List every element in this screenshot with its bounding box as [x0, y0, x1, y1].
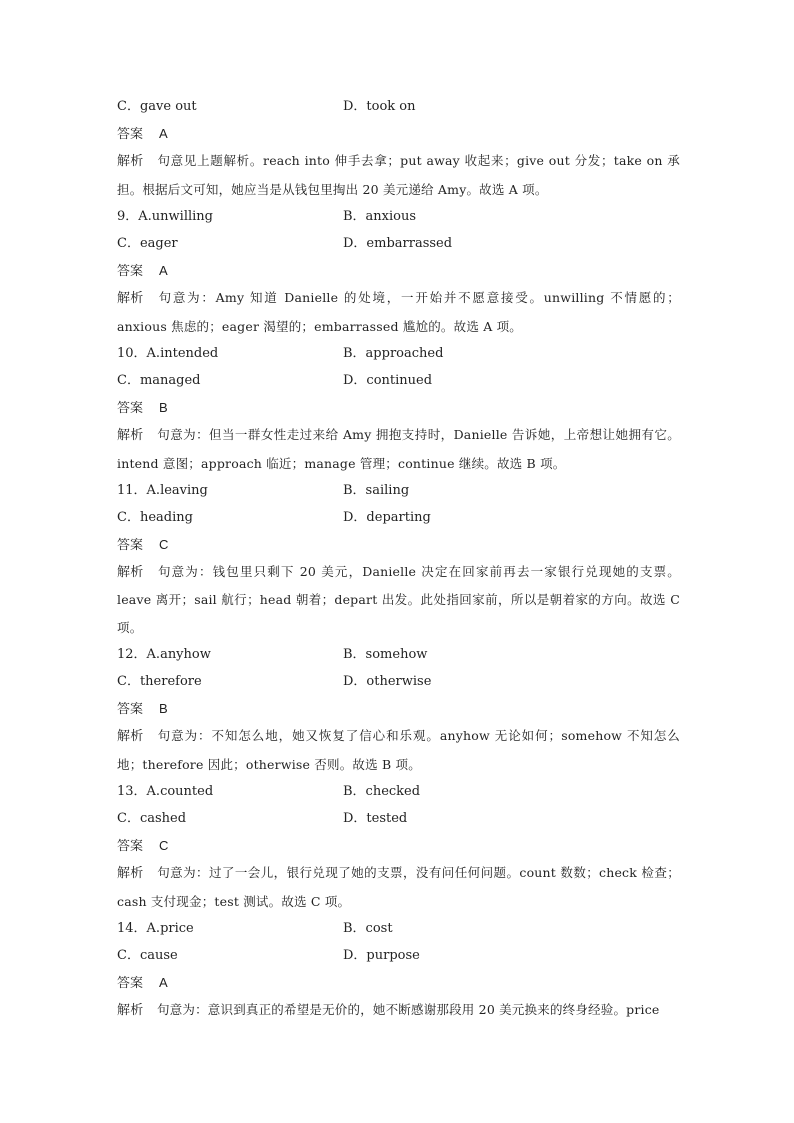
option-right: D．continued — [343, 372, 433, 388]
answer-line — [117, 394, 680, 421]
answer-value: A — [159, 263, 168, 279]
option-row — [117, 778, 680, 805]
explanation-label: 解析 — [117, 866, 144, 882]
explanation-text: 句意为：但当一群女性走过来给 Amy 拥抱支持时，Danielle 告诉她，上帝想让她拥有它。intend 意图；approach 临近；manage 管理；continue 继续。故选 B 项。 — [117, 427, 680, 471]
option-left: C．cashed — [117, 811, 187, 827]
answer-value: B — [159, 400, 168, 416]
answer-label: 答案 — [117, 401, 144, 417]
explanation-label: 解析 — [117, 1003, 144, 1019]
answer-line — [117, 832, 680, 859]
option-row — [117, 504, 680, 531]
explanation-text: 句意为：意识到真正的希望是无价的，她不断感谢那段用 20 美元换来的终身经验。price — [157, 1002, 660, 1018]
option-row — [117, 915, 680, 942]
answer-line — [117, 969, 680, 996]
option-right: D．otherwise — [343, 674, 432, 690]
option-row — [117, 340, 680, 367]
option-row — [117, 641, 680, 668]
explanation-label: 解析 — [117, 428, 144, 444]
answer-value: A — [159, 975, 168, 991]
explanation-label: 解析 — [117, 729, 144, 745]
option-right: D．departing — [343, 509, 431, 525]
answer-value: B — [159, 701, 168, 717]
option-right: B．sailing — [343, 482, 410, 498]
option-right: B．checked — [343, 783, 421, 799]
explanation-paragraph — [117, 421, 680, 476]
answer-line — [117, 531, 680, 558]
option-row — [117, 477, 680, 504]
answer-value: C — [159, 838, 169, 854]
answer-label: 答案 — [117, 264, 144, 280]
explanation-label: 解析 — [117, 565, 144, 581]
option-left: 10．A.intended — [117, 345, 219, 361]
answer-label: 答案 — [117, 702, 144, 718]
explanation-paragraph — [117, 859, 680, 914]
explanation-paragraph — [117, 722, 680, 777]
option-row — [117, 367, 680, 394]
explanation-paragraph — [117, 284, 680, 339]
answer-label: 答案 — [117, 976, 144, 992]
option-left: 14．A.price — [117, 920, 194, 936]
option-left: C．heading — [117, 509, 193, 525]
option-right: B．somehow — [343, 646, 428, 662]
option-right: B．cost — [343, 920, 393, 936]
explanation-text: 句意见上题解析。reach into 伸手去拿；put away 收起来；give out 分发；take on 承担。根据后文可知，她应当是从钱包里掏出 20 美元递给 Amy。故选 A 项。 — [117, 153, 680, 197]
answer-label: 答案 — [117, 538, 144, 554]
option-left: 11．A.leaving — [117, 482, 208, 498]
option-right: D．took on — [343, 99, 416, 114]
answer-value: C — [159, 537, 169, 553]
option-left: C．managed — [117, 372, 201, 388]
answer-line — [117, 695, 680, 722]
explanation-paragraph — [117, 996, 680, 1024]
option-row — [117, 668, 680, 695]
answer-value: A — [159, 126, 168, 142]
option-right: D．tested — [343, 811, 408, 827]
answer-line — [117, 257, 680, 284]
option-right: B．anxious — [343, 208, 417, 224]
explanation-text: 句意为：不知怎么地，她又恢复了信心和乐观。anyhow 无论如何；somehow 不知怎么地；therefore 因此；otherwise 否则。故选 B 项。 — [117, 728, 680, 772]
option-row — [117, 203, 680, 230]
answer-key-content — [117, 93, 680, 1025]
option-left: 9．A.unwilling — [117, 208, 213, 224]
explanation-paragraph — [117, 147, 680, 202]
answer-label: 答案 — [117, 839, 144, 855]
explanation-text: 句意为：钱包里只剩下 20 美元，Danielle 决定在回家前再去一家银行兑现她的支票。leave 离开；sail 航行；head 朝着；depart 出发。此处指回家前，所以是朝着家的方向。故选 C 项。 — [117, 564, 680, 635]
answer-line — [117, 120, 680, 147]
option-right: D．purpose — [343, 948, 420, 964]
option-right: D．embarrassed — [343, 235, 453, 251]
explanation-label: 解析 — [117, 154, 144, 170]
option-right: B．approached — [343, 345, 444, 361]
option-left: C．cause — [117, 948, 178, 964]
explanation-label: 解析 — [117, 291, 144, 307]
option-left: C．eager — [117, 235, 178, 251]
explanation-paragraph — [117, 558, 680, 641]
option-left: C．therefore — [117, 674, 202, 690]
option-left: C．gave out — [117, 99, 197, 114]
explanation-text: 句意为：Amy 知道 Danielle 的处境，一开始并不愿意接受。unwilling 不情愿的；anxious 焦虑的；eager 渴望的；embarrassed 尴尬的。故选 A 项。 — [117, 290, 680, 334]
explanation-text: 句意为：过了一会儿，银行兑现了她的支票，没有问任何问题。count 数数；check 检查；cash 支付现金；test 测试。故选 C 项。 — [117, 865, 680, 909]
answer-label: 答案 — [117, 127, 144, 143]
option-left: 13．A.counted — [117, 783, 214, 799]
option-row — [117, 805, 680, 832]
option-row — [117, 230, 680, 257]
option-row — [117, 942, 680, 969]
option-row — [117, 93, 680, 120]
option-left: 12．A.anyhow — [117, 646, 211, 662]
